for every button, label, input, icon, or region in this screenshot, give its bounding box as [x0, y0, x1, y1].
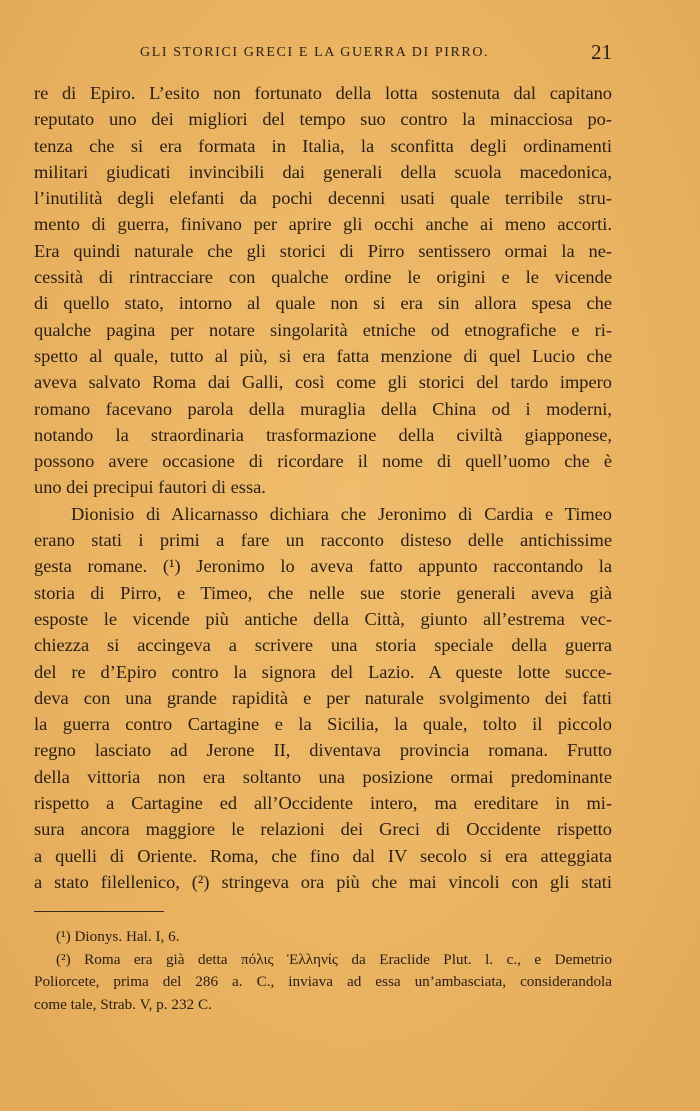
text-line: deva con una grande rapidità e per naturale svolgimento dei fatti — [34, 687, 612, 708]
text-line: Era quindi naturale che gli storici di Pirro sentissero ormai la ne- — [34, 240, 612, 261]
text-line: aveva salvato Roma dai Galli, così come gli storici del tardo impero — [34, 372, 612, 393]
text-line: militari giudicati invincibili dai generali della scuola macedonica, — [34, 161, 612, 182]
text-line: l’inutilità degli elefanti da pochi decenni usati quale terribile stru- — [34, 188, 612, 209]
text-line: spetto al quale, tutto al più, si era fatta menzione di quel Lucio che — [34, 345, 612, 366]
footnote-rule — [34, 911, 164, 912]
text-line: mento di guerra, finivano per aprire gli occhi anche ai meno accorti. — [34, 214, 612, 235]
text-line: cessità di rintracciare con qualche ordine le origini e le vicende — [34, 267, 612, 288]
text-line: notando la straordinaria trasformazione della civiltà giapponese, — [34, 424, 612, 445]
body-text — [34, 80, 612, 895]
footnote-2-continued: Poliorcete, prima del 286 a. C., inviava ad essa un’ambasciata, considerandola — [34, 973, 612, 990]
text-line: esposte le vicende più antiche della Città, giunto all’estrema vec- — [34, 608, 612, 629]
text-line: erano stati i primi a fare un racconto disteso delle antichissime — [34, 530, 612, 551]
text-line: a quelli di Oriente. Roma, che fino dal IV secolo si era atteggiata — [34, 845, 612, 866]
running-head — [0, 36, 700, 70]
text-line: del re d’Epiro contro la signora del Lazio. A queste lotte succe- — [34, 661, 612, 682]
text-line: possono avere occasione di ricordare il nome di quell’uomo che è — [34, 451, 612, 472]
text-line: la guerra contro Cartagine e la Sicilia, la quale, tolto il piccolo — [34, 714, 612, 735]
text-line: qualche pagina per notare singolarità etniche od etnografiche e ri- — [34, 319, 612, 340]
text-line: uno dei precipui fautori di essa. — [34, 477, 266, 498]
text-line: reputato uno dei migliori del tempo suo contro la minacciosa po- — [34, 109, 612, 130]
text-line: sura ancora maggiore le relazioni dei Greci di Occidente rispetto — [34, 819, 612, 840]
text-line: a stato filellenico, (²) stringeva ora più che mai vincoli con gli stati — [34, 871, 612, 892]
text-line: rispetto a Cartagine ed all’Occidente intero, ma ereditare in mi- — [34, 793, 612, 814]
text-line: regno lasciato ad Jerone II, diventava provincia romana. Frutto — [34, 740, 612, 761]
text-line: Dionisio di Alicarnasso dichiara che Jeronimo di Cardia e Timeo — [71, 503, 612, 524]
footnotes — [34, 926, 612, 1016]
text-line: di quello stato, intorno al quale non si era sin allora spesa che — [34, 293, 612, 314]
footnote-1: (¹) Dionys. Hal. I, 6. — [56, 928, 180, 945]
text-line: storia di Pirro, e Timeo, che nelle sue storie generali aveva già — [34, 582, 612, 603]
text-line: tenza che si era formata in Italia, la sconfitta degli ordinamenti — [34, 135, 612, 156]
text-line: romano facevano parola della muraglia della China od i moderni, — [34, 398, 612, 419]
text-line: gesta romane. (¹) Jeronimo lo aveva fatto appunto raccontando la — [34, 556, 612, 577]
text-line: re di Epiro. L’esito non fortunato della lotta sostenuta dal capitano — [34, 83, 612, 103]
page-number: 21 — [591, 40, 612, 64]
text-line: della vittoria non era soltanto una posizione ormai predominante — [34, 766, 612, 787]
footnote-2: (²) Roma era già detta πόλις Ἑλληνίς da Eraclide Plut. l. c., e Demetrio — [56, 950, 612, 968]
running-title: GLI STORICI GRECI E LA GUERRA DI PIRRO. — [140, 45, 490, 60]
text-line: chiezza si accingeva a scrivere una storia speciale della guerra — [34, 635, 612, 656]
footnote-2-end: come tale, Strab. V, p. 232 C. — [34, 995, 212, 1013]
